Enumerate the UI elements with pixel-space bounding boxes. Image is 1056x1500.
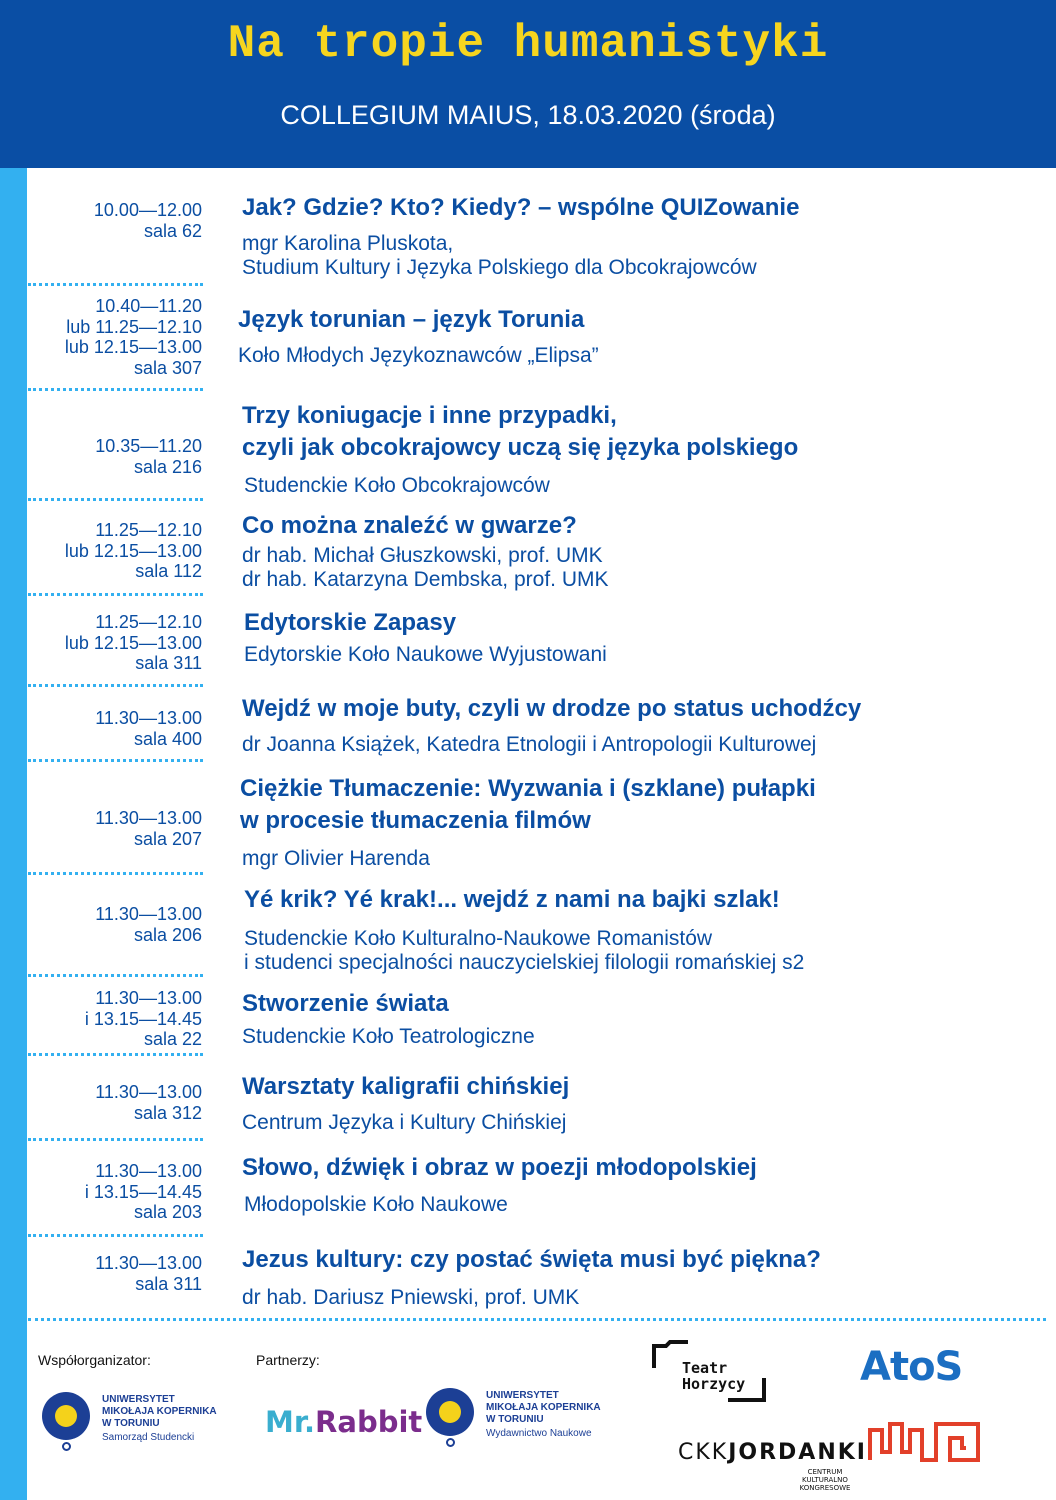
ckk-name: JORDANKI	[728, 1440, 867, 1465]
event-organizer-line: Studenckie Koło Kulturalno-Naukowe Romanistów	[244, 927, 713, 950]
event-title	[242, 192, 799, 224]
event-title-line: Co można znaleźć w gwarze?	[242, 512, 577, 539]
ckk-sub-line: KONGRESOWE	[799, 1484, 851, 1492]
ckk-jordanki-logo	[678, 1440, 867, 1465]
event-time-line: 11.25—12.10	[95, 612, 202, 632]
event-divider	[28, 684, 203, 687]
event-time-line: 11.30—13.00	[95, 904, 202, 924]
event-title-line: Stworzenie świata	[242, 990, 449, 1017]
event-divider	[28, 388, 203, 391]
umk-line: UNIWERSYTET	[102, 1394, 175, 1405]
event-time-line: 11.30—13.00	[95, 1161, 202, 1181]
event-time-line: sala 400	[133, 728, 202, 749]
mr-rabbit-mr: Mr.	[265, 1405, 316, 1439]
event-time-line: i 13.15—14.45	[84, 1008, 202, 1029]
event-organizer	[242, 544, 609, 592]
event-organizer	[242, 1025, 535, 1049]
event-time-line: sala 22	[143, 1029, 202, 1049]
event-time	[30, 520, 202, 582]
event-title	[242, 1152, 757, 1184]
event-time-line: sala 62	[143, 220, 202, 241]
event-time-line: sala 307	[133, 357, 202, 378]
event-divider	[28, 1053, 203, 1056]
event-organizer-line: Studenckie Koło Teatrologiczne	[242, 1025, 535, 1048]
page-title: Na tropie humanistyki	[227, 18, 829, 70]
event-title	[242, 400, 798, 464]
event-time-line: 10.00—12.00	[93, 200, 202, 220]
mr-rabbit-logo	[265, 1405, 422, 1439]
event-organizer-line: mgr Karolina Pluskota,	[242, 232, 454, 255]
event-organizer	[242, 232, 757, 280]
partners-label: Partnerzy:	[256, 1352, 320, 1368]
umk-emblem-dot	[55, 1405, 77, 1427]
event-time-line: 11.30—13.00	[95, 1082, 202, 1102]
event-time-line: 11.30—13.00	[95, 1253, 202, 1273]
event-time	[30, 1161, 202, 1223]
event-organizer	[244, 927, 804, 975]
event-organizer-line: Edytorskie Koło Naukowe Wyjustowani	[244, 643, 607, 666]
ckk-sub	[790, 1468, 860, 1492]
centrum-red-logo-icon	[866, 1420, 984, 1464]
event-organizer-line: i studenci specjalności nauczycielskiej filologii romańskiej s2	[244, 951, 805, 974]
event-time-line: sala 312	[133, 1102, 202, 1123]
event-divider	[28, 283, 203, 286]
teatr-line: Teatr	[682, 1359, 728, 1377]
event-organizer-line: Studenckie Koło Obcokrajowców	[244, 474, 550, 497]
coorganizer-label: Współorganizator:	[38, 1352, 151, 1368]
event-time	[30, 988, 202, 1050]
event-title-line: Ciężkie Tłumaczenie: Wyzwania i (szklane) pułapki	[240, 775, 816, 802]
event-time-line: sala 206	[133, 924, 202, 945]
mr-rabbit-rabbit: Rabbit	[315, 1405, 423, 1439]
teatr-horzycy-logo	[652, 1340, 768, 1404]
event-title	[240, 773, 816, 837]
event-organizer-line: mgr Olivier Harenda	[242, 847, 430, 870]
footer-divider	[28, 1318, 1046, 1321]
umk-logo-wydawnictwo	[426, 1388, 616, 1452]
event-title-line: Jak? Gdzie? Kto? Kiedy? – wspólne QUIZowanie	[242, 194, 800, 221]
umk-emblem-small	[62, 1442, 71, 1451]
event-divider	[28, 1234, 203, 1237]
event-organizer	[238, 344, 599, 368]
event-time-line: lub 12.15—13.00	[64, 632, 202, 653]
event-time	[30, 296, 202, 378]
umk-logo-text	[102, 1394, 217, 1430]
event-divider	[28, 759, 203, 762]
event-time-line: lub 11.25—12.10	[66, 316, 202, 337]
event-time-line: sala 216	[133, 456, 202, 477]
event-organizer	[242, 847, 430, 871]
event-time	[30, 708, 202, 749]
event-title	[242, 988, 449, 1020]
umk-logo-sub: Wydawnictwo Naukowe	[486, 1428, 592, 1439]
teatr-text	[682, 1360, 745, 1392]
event-organizer-line: dr hab. Katarzyna Dembska, prof. UMK	[242, 568, 609, 591]
umk-line: MIKOŁAJA KOPERNIKA	[102, 1406, 217, 1417]
event-title-line: w procesie tłumaczenia filmów	[240, 807, 591, 834]
event-organizer	[242, 1286, 579, 1310]
umk-line: UNIWERSYTET	[486, 1390, 559, 1401]
event-organizer-line: Studium Kultury i Języka Polskiego dla Obcokrajowców	[242, 256, 757, 279]
ckk-sub-line: KULTURALNO	[802, 1476, 848, 1484]
event-title	[244, 607, 456, 639]
event-title-line: czyli jak obcokrajowcy uczą się języka polskiego	[242, 434, 799, 461]
event-time	[30, 1253, 202, 1294]
event-organizer-line: Młodopolskie Koło Naukowe	[244, 1193, 508, 1216]
ckk-prefix: CKK	[678, 1440, 729, 1465]
event-title-line: Jezus kultury: czy postać święta musi być piękna?	[242, 1246, 821, 1273]
event-time-line: 11.30—13.00	[95, 808, 202, 828]
event-title	[242, 510, 577, 542]
event-organizer	[244, 1193, 508, 1217]
event-organizer	[244, 643, 607, 667]
event-time-line: 10.40—11.20	[95, 296, 202, 316]
event-organizer	[242, 1111, 566, 1135]
event-organizer-line: dr hab. Dariusz Pniewski, prof. UMK	[242, 1286, 580, 1309]
event-title-line: Trzy koniugacje i inne przypadki,	[242, 402, 617, 429]
umk-emblem-dot	[439, 1401, 461, 1423]
event-title-line: Słowo, dźwięk i obraz w poezji młodopolskiej	[242, 1154, 757, 1181]
event-divider	[28, 872, 203, 875]
atos-logo: AtoS	[860, 1344, 963, 1390]
event-time-line: lub 12.15—13.00	[64, 337, 202, 357]
event-time-line: sala 311	[135, 1273, 202, 1294]
umk-line: MIKOŁAJA KOPERNIKA	[486, 1402, 601, 1413]
event-title	[242, 1244, 821, 1276]
event-title-line: Wejdź w moje buty, czyli w drodze po status uchodźcy	[242, 695, 862, 722]
event-title	[244, 884, 780, 916]
event-time	[30, 904, 202, 945]
event-time-line: 11.30—13.00	[95, 708, 202, 728]
event-time-line: sala 112	[135, 561, 202, 581]
umk-logo-text	[486, 1390, 601, 1426]
event-title-line: Warsztaty kaligrafii chińskiej	[242, 1073, 570, 1100]
event-organizer-line: dr hab. Michał Głuszkowski, prof. UMK	[242, 544, 603, 567]
event-organizer	[244, 474, 550, 498]
event-title	[242, 693, 861, 725]
event-time	[30, 436, 202, 477]
event-time-line: sala 207	[133, 828, 202, 849]
event-divider	[28, 974, 203, 977]
side-accent-bar	[0, 168, 27, 1500]
event-time-line: lub 12.15—13.00	[64, 540, 202, 561]
event-time	[30, 1082, 202, 1123]
ckk-sub-line: CENTRUM	[807, 1468, 843, 1476]
event-organizer	[242, 733, 816, 757]
event-time	[30, 200, 202, 241]
event-divider	[28, 498, 203, 501]
page-subtitle: COLLEGIUM MAIUS, 18.03.2020 (środa)	[280, 100, 776, 130]
event-time-line: 10.35—11.20	[95, 436, 202, 456]
event-divider	[28, 593, 203, 596]
event-time	[30, 612, 202, 674]
event-organizer-line: Koło Młodych Językoznawców „Elipsa”	[238, 344, 599, 367]
event-organizer-line: Centrum Języka i Kultury Chińskiej	[242, 1111, 567, 1134]
event-time-line: i 13.15—14.45	[84, 1181, 202, 1202]
event-divider	[28, 1138, 203, 1141]
event-time	[30, 808, 202, 849]
umk-line: W TORUNIU	[102, 1418, 160, 1429]
event-title-line: Edytorskie Zapasy	[244, 609, 457, 636]
umk-emblem-small	[446, 1438, 455, 1447]
event-time-line: sala 311	[135, 653, 202, 673]
event-title	[238, 304, 584, 336]
event-title-line: Język torunian – język Torunia	[238, 306, 585, 333]
umk-logo-samorzad	[42, 1392, 232, 1456]
event-title-line: Yé krik? Yé krak!... wejdź z nami na bajki szlak!	[244, 886, 780, 913]
header-banner	[0, 0, 1056, 168]
teatr-line: Horzycy	[682, 1375, 746, 1393]
event-time-line: 11.30—13.00	[95, 988, 202, 1008]
umk-line: W TORUNIU	[486, 1414, 544, 1425]
event-organizer-line: dr Joanna Książek, Katedra Etnologii i Antropologii Kulturowej	[242, 733, 817, 756]
event-time-line: 11.25—12.10	[95, 520, 202, 540]
event-time-line: sala 203	[133, 1202, 202, 1222]
event-title	[242, 1071, 569, 1103]
umk-logo-sub: Samorząd Studencki	[102, 1432, 195, 1443]
